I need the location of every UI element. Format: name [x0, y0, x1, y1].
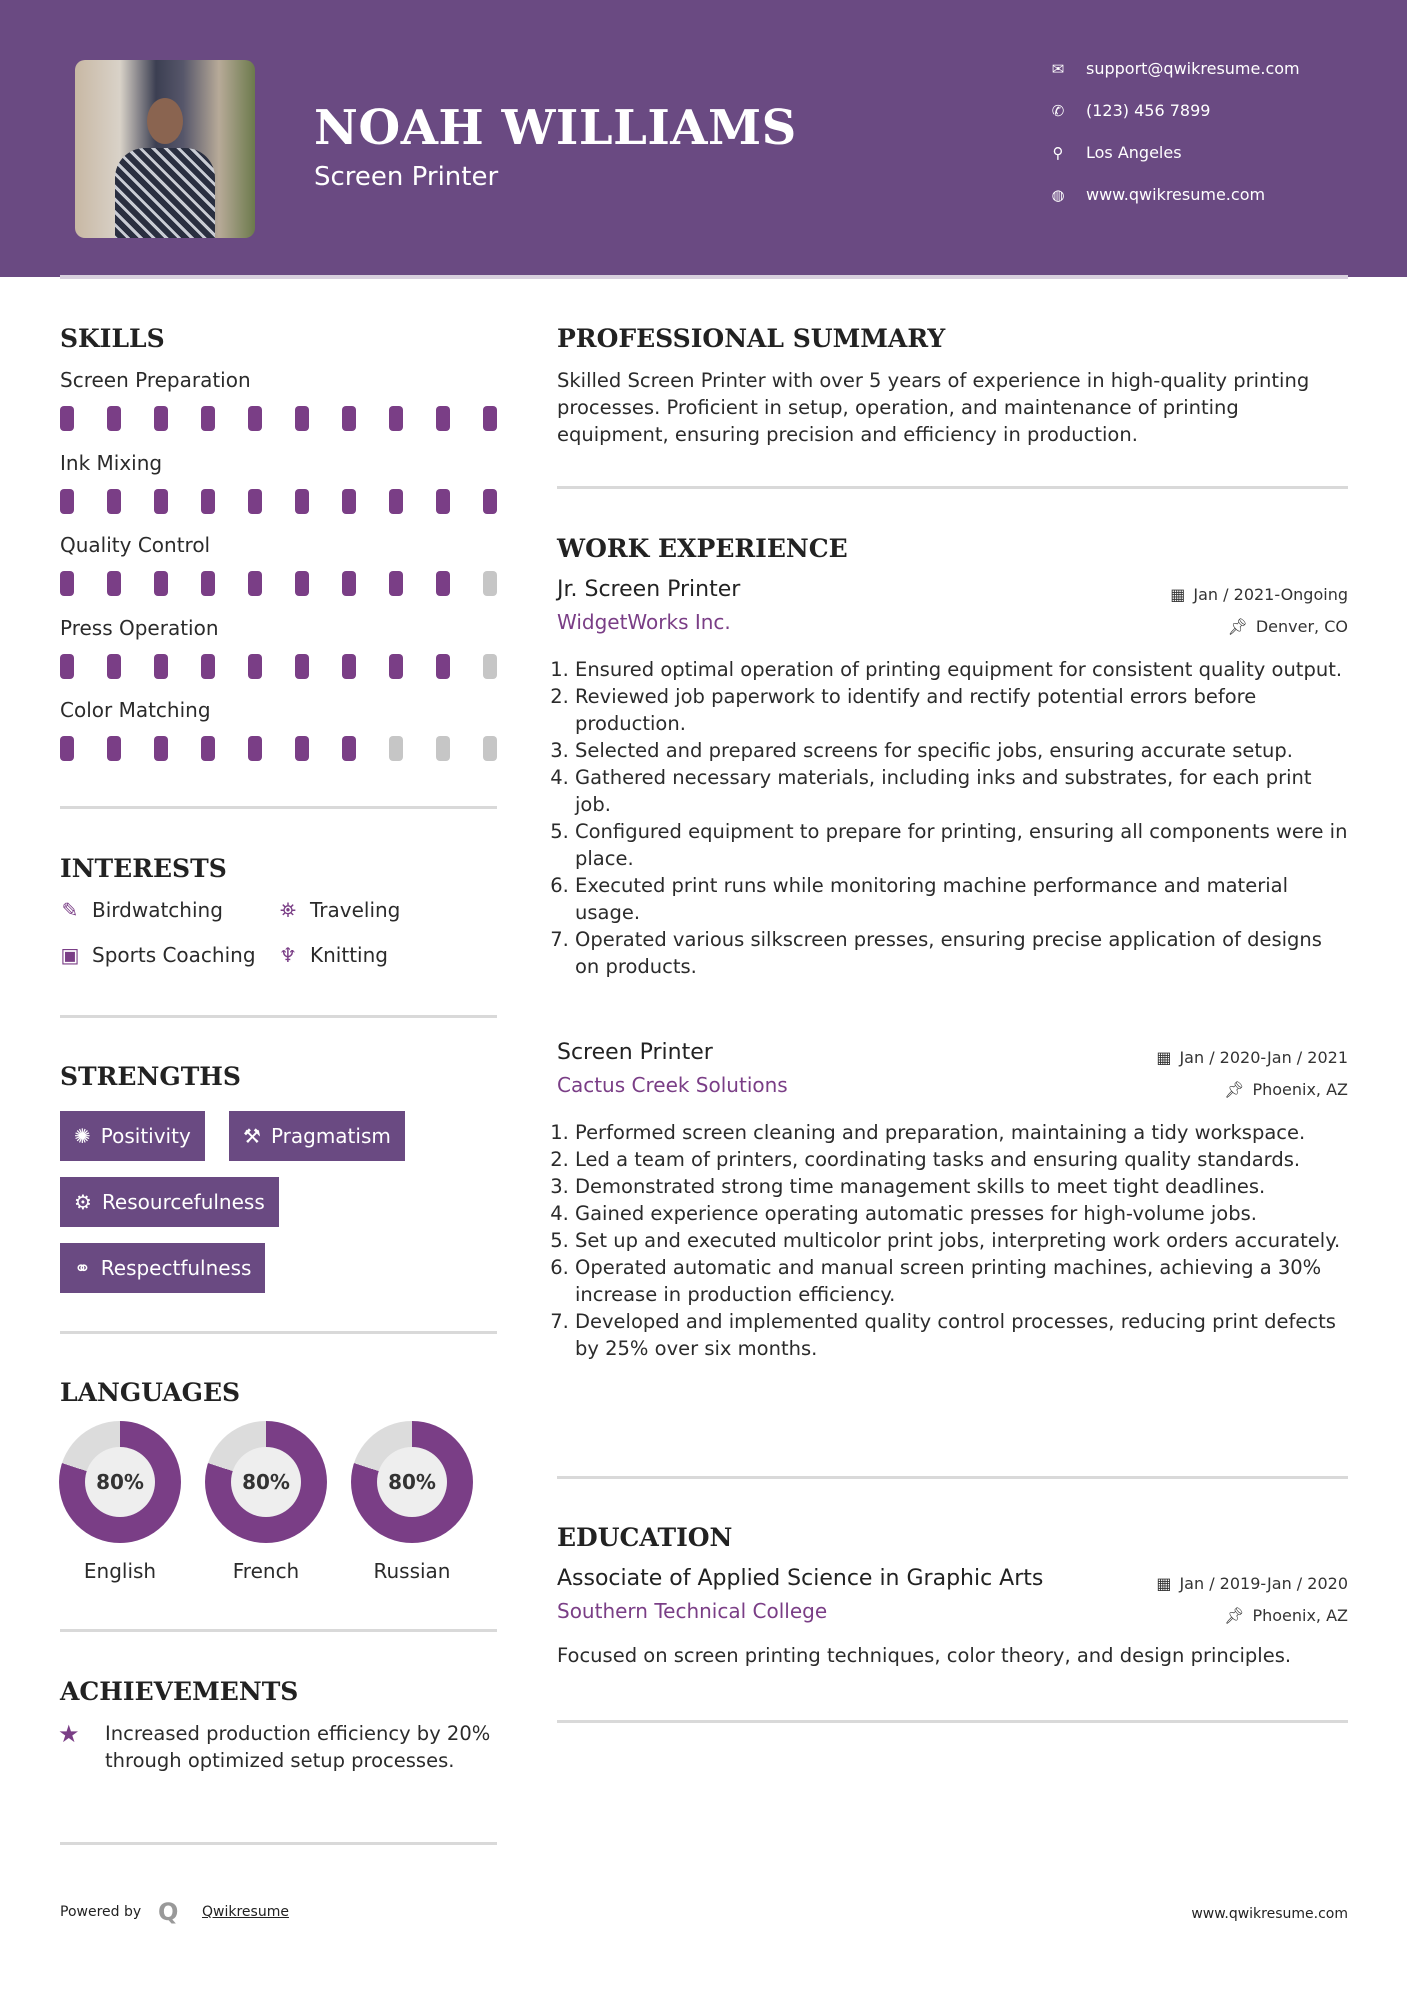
skills-heading: SKILLS — [60, 324, 165, 353]
gears-icon: ⚙ — [74, 1190, 92, 1214]
rating-dot-filled — [342, 571, 356, 596]
rating-dot-filled — [248, 736, 262, 761]
rating-dot-filled — [248, 571, 262, 596]
skill-rating — [60, 654, 497, 679]
job-dates: ▦ Jan / 2020-Jan / 2021 — [1156, 1048, 1348, 1067]
rating-dot-filled — [201, 406, 215, 431]
languages-heading: LANGUAGES — [60, 1378, 241, 1407]
rating-dot-filled — [483, 406, 497, 431]
globe-icon: ◍ — [1051, 185, 1065, 204]
sun-icon: ✺ — [74, 1124, 91, 1148]
rating-dot-filled — [295, 406, 309, 431]
pin-icon: 📌︎ — [1227, 617, 1248, 636]
briefcase-icon: ▣ — [60, 943, 80, 967]
strengths-heading: STRENGTHS — [60, 1062, 241, 1091]
rating-dot-filled — [60, 571, 74, 596]
handshake-icon: ⚭ — [74, 1256, 91, 1280]
header-divider — [60, 275, 1348, 279]
divider — [60, 806, 497, 809]
job-bullet: 1. Ensured optimal operation of printing equipment for consistent quality output. — [575, 656, 1348, 683]
job-dates: ▦ Jan / 2021-Ongoing — [1170, 585, 1348, 604]
rating-dot-filled — [201, 489, 215, 514]
rating-dot-filled — [107, 406, 121, 431]
rating-dot-filled — [201, 571, 215, 596]
rating-dot-filled — [201, 654, 215, 679]
rating-dot-filled — [295, 736, 309, 761]
job-bullet: 7. Developed and implemented quality control processes, reducing print defects by 25% over six months. — [575, 1308, 1348, 1362]
contact-website[interactable]: ◍ www.qwikresume.com — [1051, 185, 1266, 204]
divider — [557, 486, 1348, 489]
summary-text: Skilled Screen Printer with over 5 years of experience in high-quality printing processes. Proficient in setup, operation, and maintenance of printing equipment, ensuring precision and efficiency in production. — [557, 369, 1310, 446]
strength-badge: ⚒ Pragmatism — [229, 1111, 405, 1161]
rating-dot-filled — [154, 406, 168, 431]
company-name: WidgetWorks Inc. — [557, 610, 731, 634]
skill-rating — [60, 489, 497, 514]
education-heading: EDUCATION — [557, 1523, 733, 1552]
rating-dot-filled — [436, 489, 450, 514]
rating-dot-filled — [60, 736, 74, 761]
rating-dot-filled — [107, 736, 121, 761]
job-bullet: 4. Gained experience operating automatic presses for high-volume jobs. — [575, 1200, 1348, 1227]
calendar-icon: ▦ — [1156, 1048, 1172, 1067]
pin-icon: 📌︎ — [1224, 1606, 1245, 1625]
job-title: Screen Printer — [557, 1040, 713, 1065]
job-location: 📌︎ Phoenix, AZ — [1224, 1080, 1348, 1099]
trophy-icon: ♆ — [279, 943, 297, 967]
rating-dot-filled — [295, 489, 309, 514]
skill-label: Press Operation — [60, 615, 219, 640]
job-bullet: 7. Operated various silkscreen presses, ensuring precise application of designs on products. — [575, 926, 1348, 980]
job-bullet: 5. Set up and executed multicolor print jobs, interpreting work orders accurately. — [575, 1227, 1348, 1254]
education-entry — [557, 1566, 1348, 1623]
rating-dot-filled — [154, 571, 168, 596]
rating-dot-filled — [60, 654, 74, 679]
interests-heading: INTERESTS — [60, 854, 227, 883]
rating-dot-filled — [107, 489, 121, 514]
contact-email[interactable]: ✉ support@qwikresume.com — [1051, 59, 1300, 78]
candidate-name: NOAH WILLIAMS — [314, 100, 797, 156]
rating-dot-filled — [389, 489, 403, 514]
strength-badge: ⚭ Respectfulness — [60, 1243, 265, 1293]
job-bullet: 6. Executed print runs while monitoring machine performance and material usage. — [575, 872, 1348, 926]
job-bullet: 5. Configured equipment to prepare for printing, ensuring all components were in place. — [575, 818, 1348, 872]
edit-icon: ✎ — [61, 898, 79, 922]
rating-dot-filled — [389, 406, 403, 431]
achievement-item: Increased production efficiency by 20% through optimized setup processes. — [105, 1722, 491, 1772]
map-pin-icon: ⚲ — [1052, 143, 1064, 162]
contact-location: ⚲ Los Angeles — [1050, 143, 1182, 162]
rating-dot-filled — [342, 736, 356, 761]
job-bullet: 3. Selected and prepared screens for specific jobs, ensuring accurate setup. — [575, 737, 1348, 764]
rating-dot-filled — [60, 489, 74, 514]
qwikresume-logo-icon: Q — [158, 1898, 179, 1926]
job-bullets — [557, 656, 1348, 980]
rating-dot-filled — [342, 654, 356, 679]
divider — [557, 1720, 1348, 1723]
rating-dot-filled — [60, 406, 74, 431]
divider — [60, 1629, 497, 1632]
powered-by-label: Powered by — [60, 1904, 142, 1920]
strength-badge: ✺ Positivity — [60, 1111, 205, 1161]
job-bullet: 4. Gathered necessary materials, including inks and substrates, for each print job. — [575, 764, 1348, 818]
skill-label: Quality Control — [60, 533, 211, 557]
education-description: Focused on screen printing techniques, color theory, and design principles. — [557, 1644, 1292, 1667]
skill-label: Ink Mixing — [60, 450, 163, 475]
job-title: Jr. Screen Printer — [557, 577, 741, 602]
job-location: 📌︎ Denver, CO — [1227, 617, 1348, 636]
rating-dot-filled — [154, 654, 168, 679]
divider — [60, 1015, 497, 1018]
rating-dot-filled — [342, 406, 356, 431]
rating-dot-empty — [436, 736, 450, 761]
rating-dot-filled — [389, 571, 403, 596]
job-bullet: 3. Demonstrated strong time management skills to meet tight deadlines. — [575, 1173, 1348, 1200]
rating-dot-filled — [483, 489, 497, 514]
skill-rating — [60, 736, 497, 761]
rating-dot-filled — [201, 736, 215, 761]
strength-badge: ⚙ Resourcefulness — [60, 1177, 279, 1227]
rating-dot-filled — [154, 489, 168, 514]
school-name: Southern Technical College — [557, 1599, 828, 1623]
rating-dot-empty — [389, 736, 403, 761]
calendar-icon: ▦ — [1156, 1574, 1172, 1593]
company-name: Cactus Creek Solutions — [557, 1073, 788, 1097]
interest-item: ⛯ Traveling — [276, 898, 400, 922]
language-french: 80% French — [205, 1421, 327, 1583]
profile-photo — [75, 60, 255, 238]
skill-rating — [60, 406, 497, 431]
interest-item: ✎ Birdwatching — [58, 898, 223, 922]
skill-rating — [60, 571, 497, 596]
phone-icon: ✆ — [1051, 101, 1065, 120]
language-russian: 80% Russian — [351, 1421, 473, 1583]
rating-dot-filled — [389, 654, 403, 679]
footer-url[interactable]: www.qwikresume.com — [1191, 1906, 1348, 1922]
interest-item: ♆ Knitting — [276, 943, 388, 967]
rating-dot-filled — [436, 654, 450, 679]
calendar-icon: ▦ — [1170, 585, 1186, 604]
job-bullet: 1. Performed screen cleaning and preparation, maintaining a tidy workspace. — [575, 1119, 1348, 1146]
rating-dot-filled — [107, 654, 121, 679]
degree: Associate of Applied Science in Graphic Arts — [557, 1566, 1044, 1591]
skill-label: Screen Preparation — [60, 368, 251, 392]
qwikresume-link[interactable]: Qwikresume — [202, 1904, 289, 1920]
work-heading: WORK EXPERIENCE — [557, 534, 848, 563]
rating-dot-filled — [107, 571, 121, 596]
binoculars-icon: ⛯ — [280, 898, 296, 922]
job-entry — [557, 577, 1348, 634]
pin-icon: 📌︎ — [1224, 1080, 1245, 1099]
job-bullet: 6. Operated automatic and manual screen printing machines, achieving a 30% increase in production efficiency. — [575, 1254, 1348, 1308]
job-bullet: 2. Reviewed job paperwork to identify and rectify potential errors before production. — [575, 683, 1348, 737]
candidate-title: Screen Printer — [314, 162, 499, 192]
interest-item: ▣ Sports Coaching — [58, 943, 256, 967]
summary-heading: PROFESSIONAL SUMMARY — [557, 324, 946, 353]
gavel-icon: ⚒ — [243, 1124, 261, 1148]
job-bullets — [557, 1119, 1348, 1362]
job-entry — [557, 1040, 1348, 1097]
contact-phone: ✆ (123) 456 7899 — [1051, 101, 1211, 120]
rating-dot-filled — [248, 489, 262, 514]
star-icon: ★ — [58, 1720, 80, 1748]
rating-dot-filled — [248, 654, 262, 679]
job-bullet: 2. Led a team of printers, coordinating tasks and ensuring quality standards. — [575, 1146, 1348, 1173]
rating-dot-empty — [483, 654, 497, 679]
rating-dot-filled — [342, 489, 356, 514]
rating-dot-filled — [436, 571, 450, 596]
achievements-heading: ACHIEVEMENTS — [60, 1677, 299, 1706]
education-location: 📌︎ Phoenix, AZ — [1224, 1606, 1348, 1625]
rating-dot-filled — [436, 406, 450, 431]
rating-dot-empty — [483, 571, 497, 596]
divider — [557, 1476, 1348, 1479]
divider — [60, 1842, 497, 1845]
education-dates: ▦ Jan / 2019-Jan / 2020 — [1156, 1574, 1348, 1593]
rating-dot-filled — [248, 406, 262, 431]
rating-dot-filled — [295, 654, 309, 679]
rating-dot-filled — [295, 571, 309, 596]
rating-dot-empty — [483, 736, 497, 761]
envelope-icon: ✉ — [1051, 59, 1065, 78]
divider — [60, 1331, 497, 1334]
rating-dot-filled — [154, 736, 168, 761]
language-english: 80% English — [59, 1421, 181, 1583]
skill-label: Color Matching — [60, 698, 211, 722]
